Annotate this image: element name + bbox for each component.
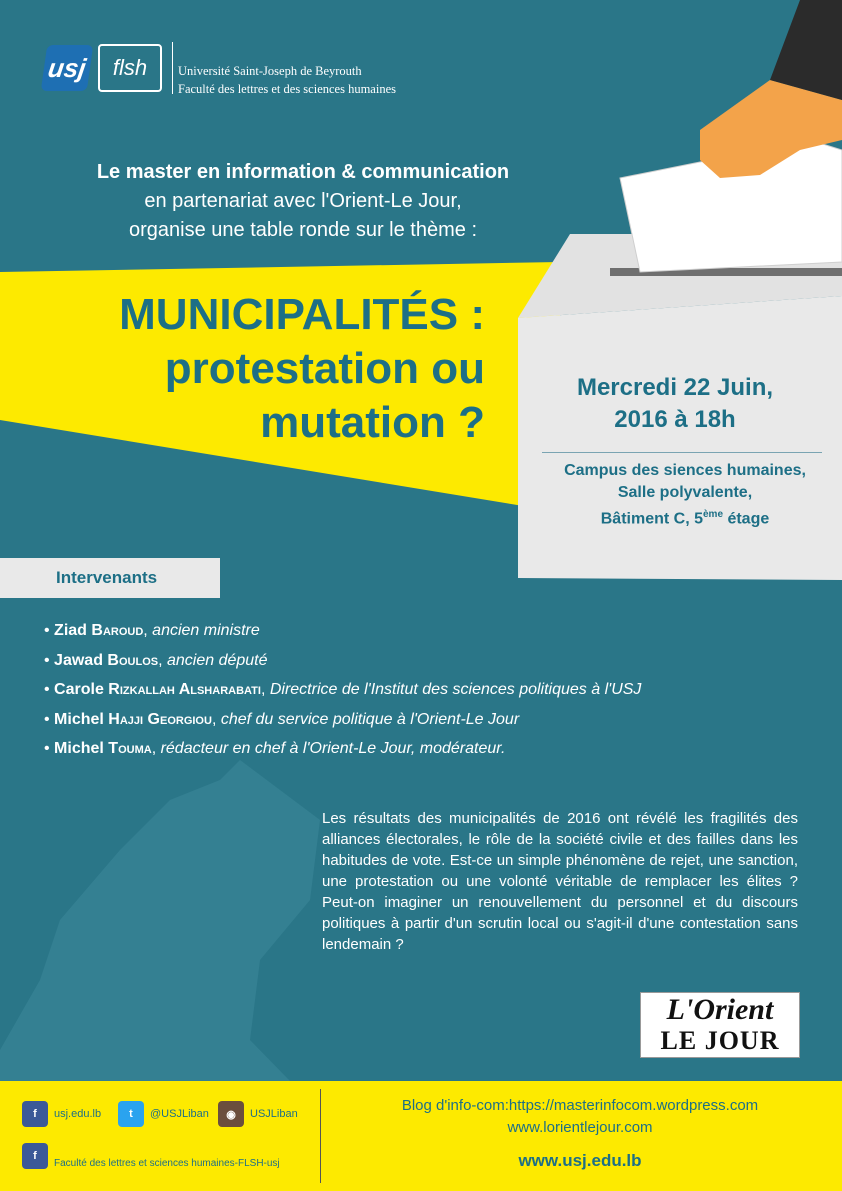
footer <box>0 1081 842 1191</box>
event-venue <box>530 460 840 530</box>
usj-logo: usj <box>41 45 93 91</box>
facebook-usj-link[interactable]: f usj.edu.lb <box>22 1101 101 1127</box>
logo-divider <box>172 42 173 94</box>
crowd-silhouette <box>0 760 320 1081</box>
intro-text <box>40 158 566 245</box>
event-description: Les résultats des municipalités de 2016 ont révélé les fragilités des alliances électorales, le rôle de la société civile et des failles dans les habitudes de vote. Est-ce un simple phénomène de rejet, une sanction, une protestation ou une volonté véritable de remplacer les élites ? Peut-on imaginer un renouvellement du personnel et du discours politiques à partir d'un scrutin local ou s'agit-il d'une contestation sans lendemain ? <box>322 810 798 953</box>
twitter-icon: t <box>118 1101 144 1127</box>
title-line-2: protestation ou <box>164 344 485 393</box>
speakers-heading-tab <box>0 558 220 598</box>
speaker-item: • Ziad Baroud, ancien ministre <box>44 622 260 639</box>
speaker-item: • Carole Rizkallah Alsharabati, Directrice de l'Institut des sciences politiques à l'USJ <box>44 681 642 698</box>
facebook-icon: f <box>22 1101 48 1127</box>
intro-line-3: organise une table ronde sur le thème : <box>129 219 477 241</box>
lorientlejour-link[interactable]: www.lorientlejour.com <box>507 1119 653 1136</box>
institution-name <box>178 62 396 98</box>
speaker-item: • Jawad Boulos, ancien député <box>44 651 268 669</box>
facebook-icon: f <box>22 1143 48 1169</box>
footer-divider <box>320 1089 321 1183</box>
twitter-link[interactable]: t @USJLiban <box>118 1101 209 1127</box>
venue-line-1: Campus des siences humaines, <box>564 462 806 479</box>
lorient-le-jour-logo: L'Orient LE JOUR <box>640 992 800 1058</box>
speaker-item: • Michel Hajji Georgiou, chef du service politique à l'Orient-Le Jour <box>44 710 520 728</box>
blog-link[interactable]: Blog d'info-com:https://masterinfocom.wordpress.com <box>401 1097 759 1114</box>
speakers-list <box>44 616 641 764</box>
date-line-1: Mercredi 22 Juin, <box>576 374 774 401</box>
intro-line-1: Le master en information & communication <box>96 161 510 183</box>
title-line-1: MUNICIPALITÉS : <box>119 290 485 339</box>
intro-line-2: en partenariat avec l'Orient-Le Jour, <box>144 190 462 212</box>
flsh-logo: flsh <box>98 44 162 92</box>
speakers-heading: Intervenants <box>56 568 158 587</box>
date-line-2: 2016 à 18h <box>614 406 736 433</box>
event-date <box>530 372 820 436</box>
faculty-name: Faculté des lettres et des sciences humaines <box>178 82 396 96</box>
event-title <box>20 288 485 450</box>
instagram-link[interactable]: ◉ USJLiban <box>218 1101 298 1127</box>
instagram-icon: ◉ <box>218 1101 244 1127</box>
ballot-box-front <box>518 296 842 580</box>
usj-website-link[interactable]: www.usj.edu.lb <box>518 1151 642 1170</box>
venue-line-3: Bâtiment C, 5ème étage <box>600 509 770 528</box>
speaker-item: • Michel Touma, rédacteur en chef à l'Orient-Le Jour, modérateur. <box>44 740 506 757</box>
institution-logos <box>44 44 173 92</box>
date-divider <box>542 452 822 453</box>
facebook-flsh-link[interactable]: f Faculté des lettres et sciences humaines-FLSH-usj <box>22 1143 280 1169</box>
university-name: Université Saint-Joseph de Beyrouth <box>178 64 362 78</box>
venue-line-2: Salle polyvalente, <box>617 484 753 501</box>
title-line-3: mutation ? <box>260 398 485 447</box>
